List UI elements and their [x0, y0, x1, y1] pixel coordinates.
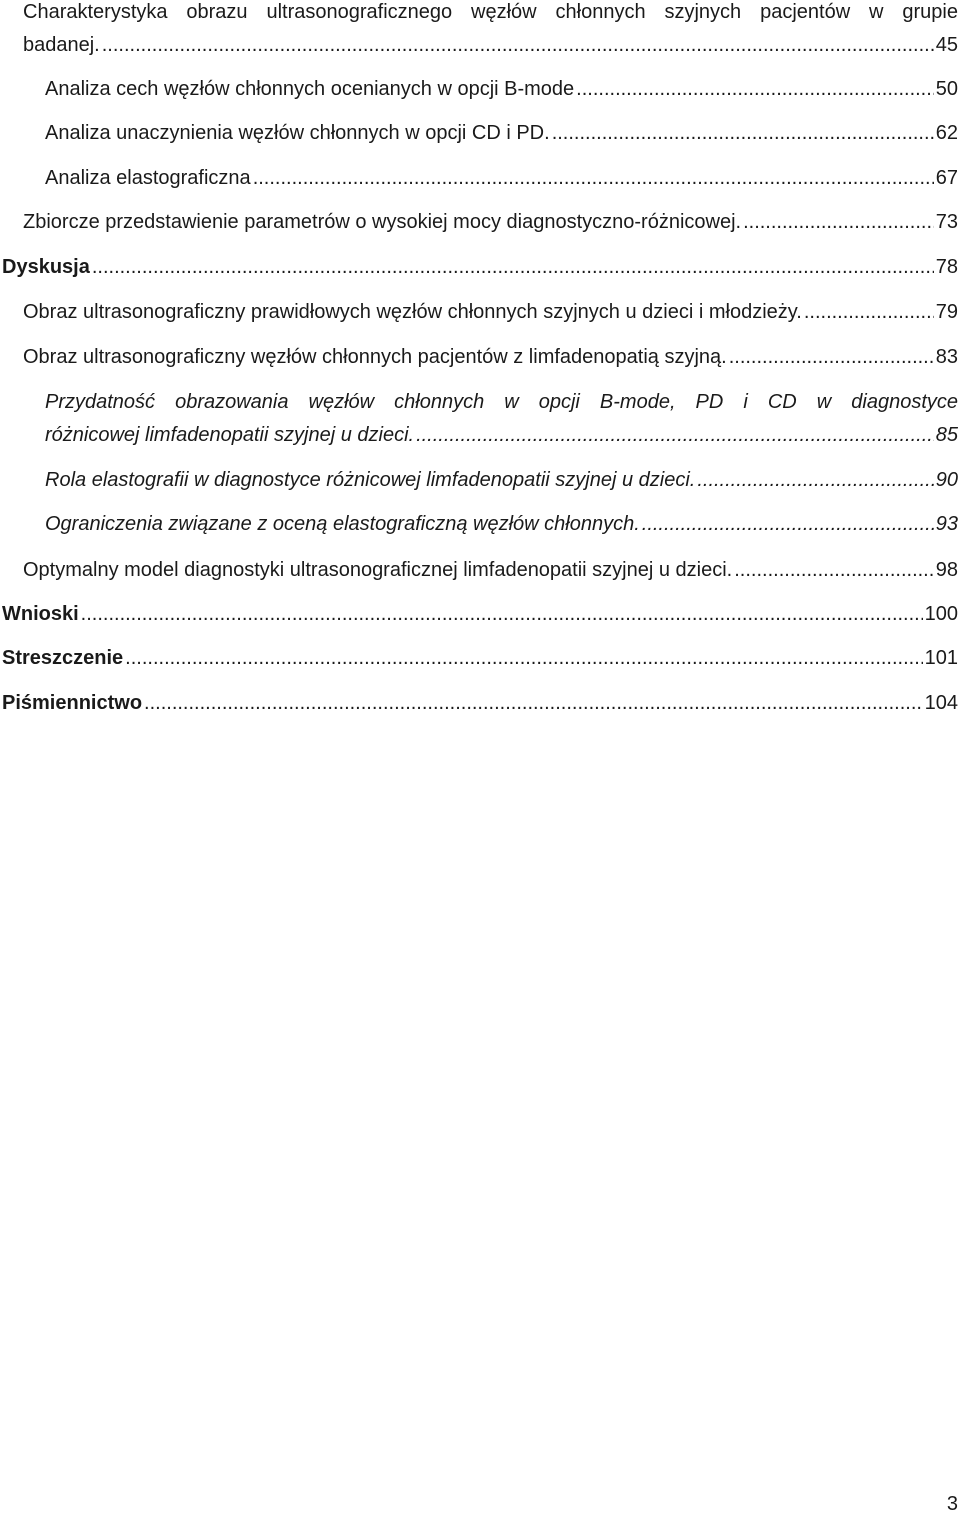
toc-entry[interactable] [45, 111, 958, 155]
toc-entry-text: Rola elastografii w diagnostyce różnicowej limfadenopatii szyjnej u dzieci. [45, 469, 696, 491]
toc-entry[interactable] [23, 335, 958, 379]
toc-leader [125, 636, 922, 680]
toc-leader [729, 335, 934, 379]
toc-entry[interactable] [23, 548, 958, 592]
toc-leader [734, 548, 934, 592]
toc-leader [102, 23, 934, 67]
toc-entry-text: badanej. [23, 34, 100, 56]
toc-entry[interactable] [2, 636, 958, 680]
toc-page-number: 50 [935, 78, 958, 100]
toc-entry[interactable] [45, 458, 958, 502]
toc-page-number: 67 [935, 167, 958, 189]
page-number: 3 [946, 1493, 958, 1515]
toc-leader [81, 592, 923, 636]
toc-leader [804, 290, 934, 334]
toc-entry-continuation[interactable] [45, 413, 958, 457]
toc-page-number: 73 [935, 211, 958, 233]
toc-entry-text: Piśmiennictwo [2, 692, 143, 714]
toc-entry[interactable] [2, 592, 958, 636]
toc-entry-text: Optymalny model diagnostyki ultrasonograficznej limfadenopatii szyjnej u dzieci. [23, 559, 733, 581]
toc-entry-text: Analiza cech węzłów chłonnych ocenianych w opcji B-mode [45, 78, 575, 100]
toc-entry-text: różnicowej limfadenopatii szyjnej u dzieci. [45, 424, 415, 446]
toc-leader [253, 156, 934, 200]
toc-page-number: 104 [924, 692, 958, 714]
toc-leader [92, 245, 934, 289]
toc-entry-text: Obraz ultrasonograficzny węzłów chłonnych pacjentów z limfadenopatią szyjną. [23, 346, 727, 368]
toc-leader [552, 111, 934, 155]
toc-entry[interactable] [45, 67, 958, 111]
toc-entry-text: Dyskusja [2, 256, 90, 278]
toc-page-number: 100 [924, 603, 958, 625]
toc-entry[interactable] [2, 245, 958, 289]
toc-leader [576, 67, 934, 111]
toc-page-number: 83 [935, 346, 958, 368]
toc-leader [743, 200, 934, 244]
toc-entry-text: Obraz ultrasonograficzny prawidłowych węzłów chłonnych szyjnych u dzieci i młodzieży. [23, 301, 802, 323]
toc-entry-text: Przydatność obrazowania węzłów chłonnych w opcji B-mode, PD i CD w diagnostyce [45, 391, 958, 413]
toc-entry-text: Zbiorcze przedstawienie parametrów o wysokiej mocy diagnostyczno-różnicowej. [23, 211, 742, 233]
toc-entry-text: Analiza elastograficzna [45, 167, 251, 189]
toc-leader [642, 502, 934, 546]
toc-entry-text: Wnioski [2, 603, 79, 625]
toc-page-number: 78 [935, 256, 958, 278]
toc-entry[interactable] [2, 681, 958, 725]
toc-entry-text: Streszczenie [2, 647, 124, 669]
toc-entry[interactable] [45, 156, 958, 200]
toc-entry-text: Analiza unaczynienia węzłów chłonnych w opcji CD i PD. [45, 122, 550, 144]
toc-page-number: 98 [935, 559, 958, 581]
toc-page-number: 101 [924, 647, 958, 669]
toc-page-number: 79 [935, 301, 958, 323]
toc-entry-continuation[interactable] [23, 23, 958, 67]
toc-entry-text: Charakterystyka obrazu ultrasonograficznego węzłów chłonnych szyjnych pacjentów w grupie [23, 1, 958, 23]
toc-page-number: 93 [935, 513, 958, 535]
toc-entry-text: Ograniczenia związane z oceną elastograficzną węzłów chłonnych. [45, 513, 640, 535]
toc-page-number: 90 [935, 469, 958, 491]
toc-page-number: 62 [935, 122, 958, 144]
toc-entry[interactable] [23, 290, 958, 334]
toc-page-number: 45 [935, 34, 958, 56]
toc-leader [697, 458, 933, 502]
toc-entry[interactable] [45, 502, 958, 546]
toc-entry[interactable] [23, 200, 958, 244]
toc-leader [416, 413, 934, 457]
toc-leader [144, 681, 923, 725]
toc-page-number: 85 [935, 424, 958, 446]
